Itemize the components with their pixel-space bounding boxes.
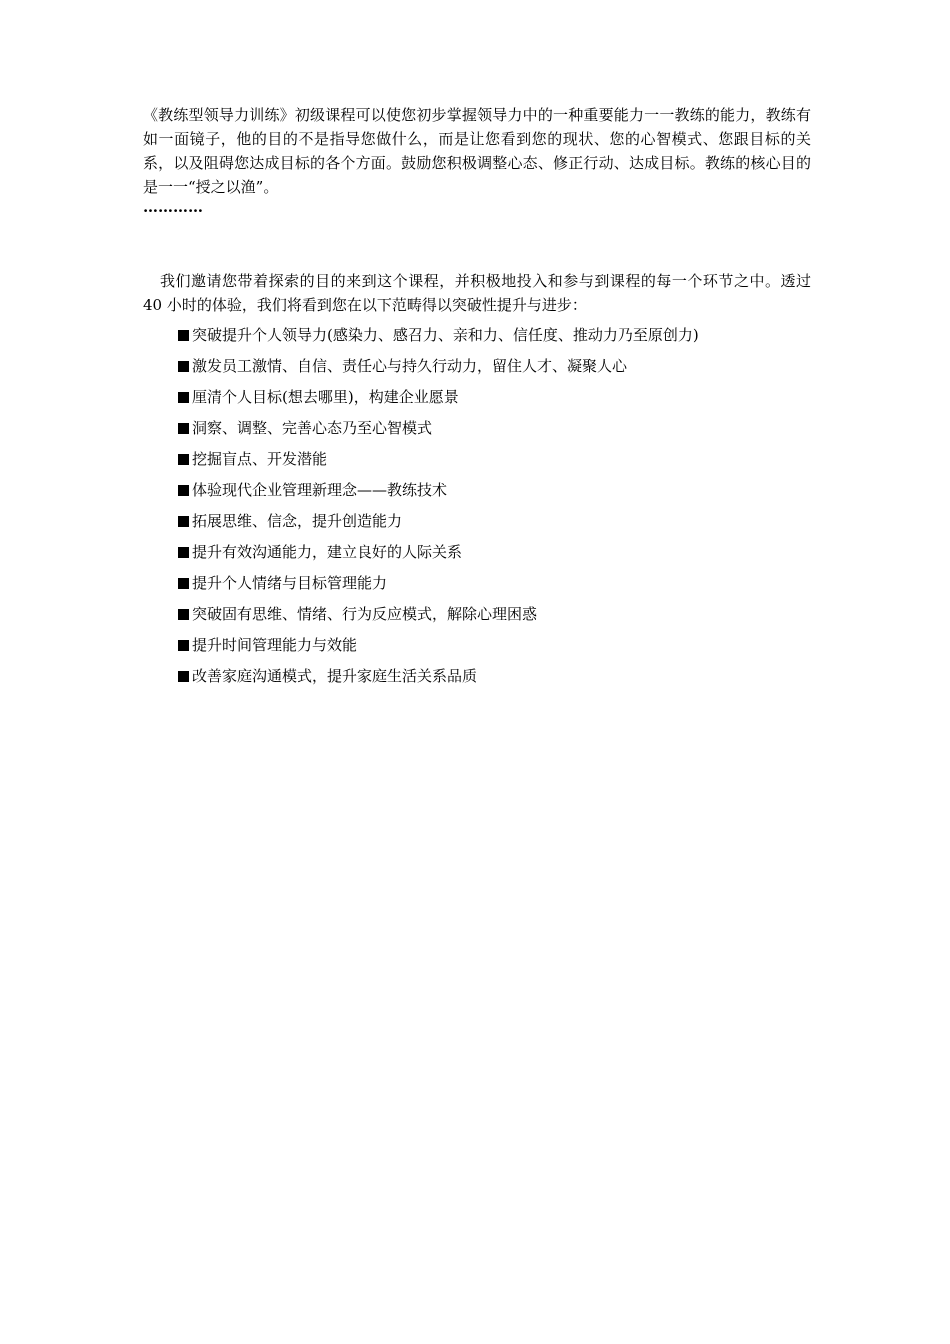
benefits-list	[143, 320, 811, 692]
benefit-text: 挖掘盲点、开发潜能	[192, 450, 328, 468]
list-item	[178, 413, 811, 444]
list-item	[178, 351, 811, 382]
square-bullet-icon	[178, 578, 189, 589]
benefit-text: 激发员工激情、自信、责任心与持久行动力，留住人才、凝聚人心	[192, 357, 628, 375]
list-item	[178, 630, 811, 661]
square-bullet-icon	[178, 516, 189, 527]
square-bullet-icon	[178, 392, 189, 403]
square-bullet-icon	[178, 640, 189, 651]
square-bullet-icon	[178, 547, 189, 558]
benefit-text: 厘清个人目标(想去哪里)，构建企业愿景	[192, 388, 459, 406]
intro-paragraph: 《教练型领导力训练》初级课程可以使您初步掌握领导力中的一种重要能力一一教练的能力，教练有如一面镜子，他的目的不是指导您做什么，而是让您看到您的现状、您的心智模式、您跟目标的关系，以及阻碍您达成目标的各个方面。鼓励您积极调整心态、修正行动、达成目标。教练的核心目的是一一“授之以渔”。	[143, 106, 811, 196]
benefit-text: 突破固有思维、情绪、行为反应模式，解除心理困惑	[192, 605, 538, 623]
square-bullet-icon	[178, 423, 189, 434]
square-bullet-icon	[178, 454, 189, 465]
square-bullet-icon	[178, 361, 189, 372]
square-bullet-icon	[178, 609, 189, 620]
benefit-text: 提升有效沟通能力，建立良好的人际关系	[192, 543, 463, 561]
list-item	[178, 444, 811, 475]
benefit-text: 提升时间管理能力与效能	[192, 636, 358, 654]
document-page	[143, 103, 811, 692]
intro-ellipsis: …………	[143, 198, 203, 216]
benefit-text: 体验现代企业管理新理念——教练技术	[192, 481, 448, 499]
square-bullet-icon	[178, 330, 189, 341]
list-item	[178, 661, 811, 692]
list-item	[178, 475, 811, 506]
invitation-paragraph: 我们邀请您带着探索的目的来到这个课程，并积极地投入和参与到课程的每一个环节之中。透过 40 小时的体验，我们将看到您在以下范畴得以突破性提升与进步：	[143, 272, 811, 314]
list-item	[178, 320, 811, 351]
benefit-text: 改善家庭沟通模式，提升家庭生活关系品质	[192, 667, 478, 685]
list-item	[178, 537, 811, 568]
square-bullet-icon	[178, 485, 189, 496]
benefit-text: 提升个人情绪与目标管理能力	[192, 574, 388, 592]
list-item	[178, 506, 811, 537]
benefit-text: 洞察、调整、完善心态乃至心智模式	[192, 419, 433, 437]
benefit-text: 拓展思维、信念，提升创造能力	[192, 512, 403, 530]
list-item	[178, 599, 811, 630]
list-item	[178, 382, 811, 413]
list-item	[178, 568, 811, 599]
square-bullet-icon	[178, 671, 189, 682]
benefit-text: 突破提升个人领导力(感染力、感召力、亲和力、信任度、推动力乃至原创力)	[192, 326, 699, 344]
